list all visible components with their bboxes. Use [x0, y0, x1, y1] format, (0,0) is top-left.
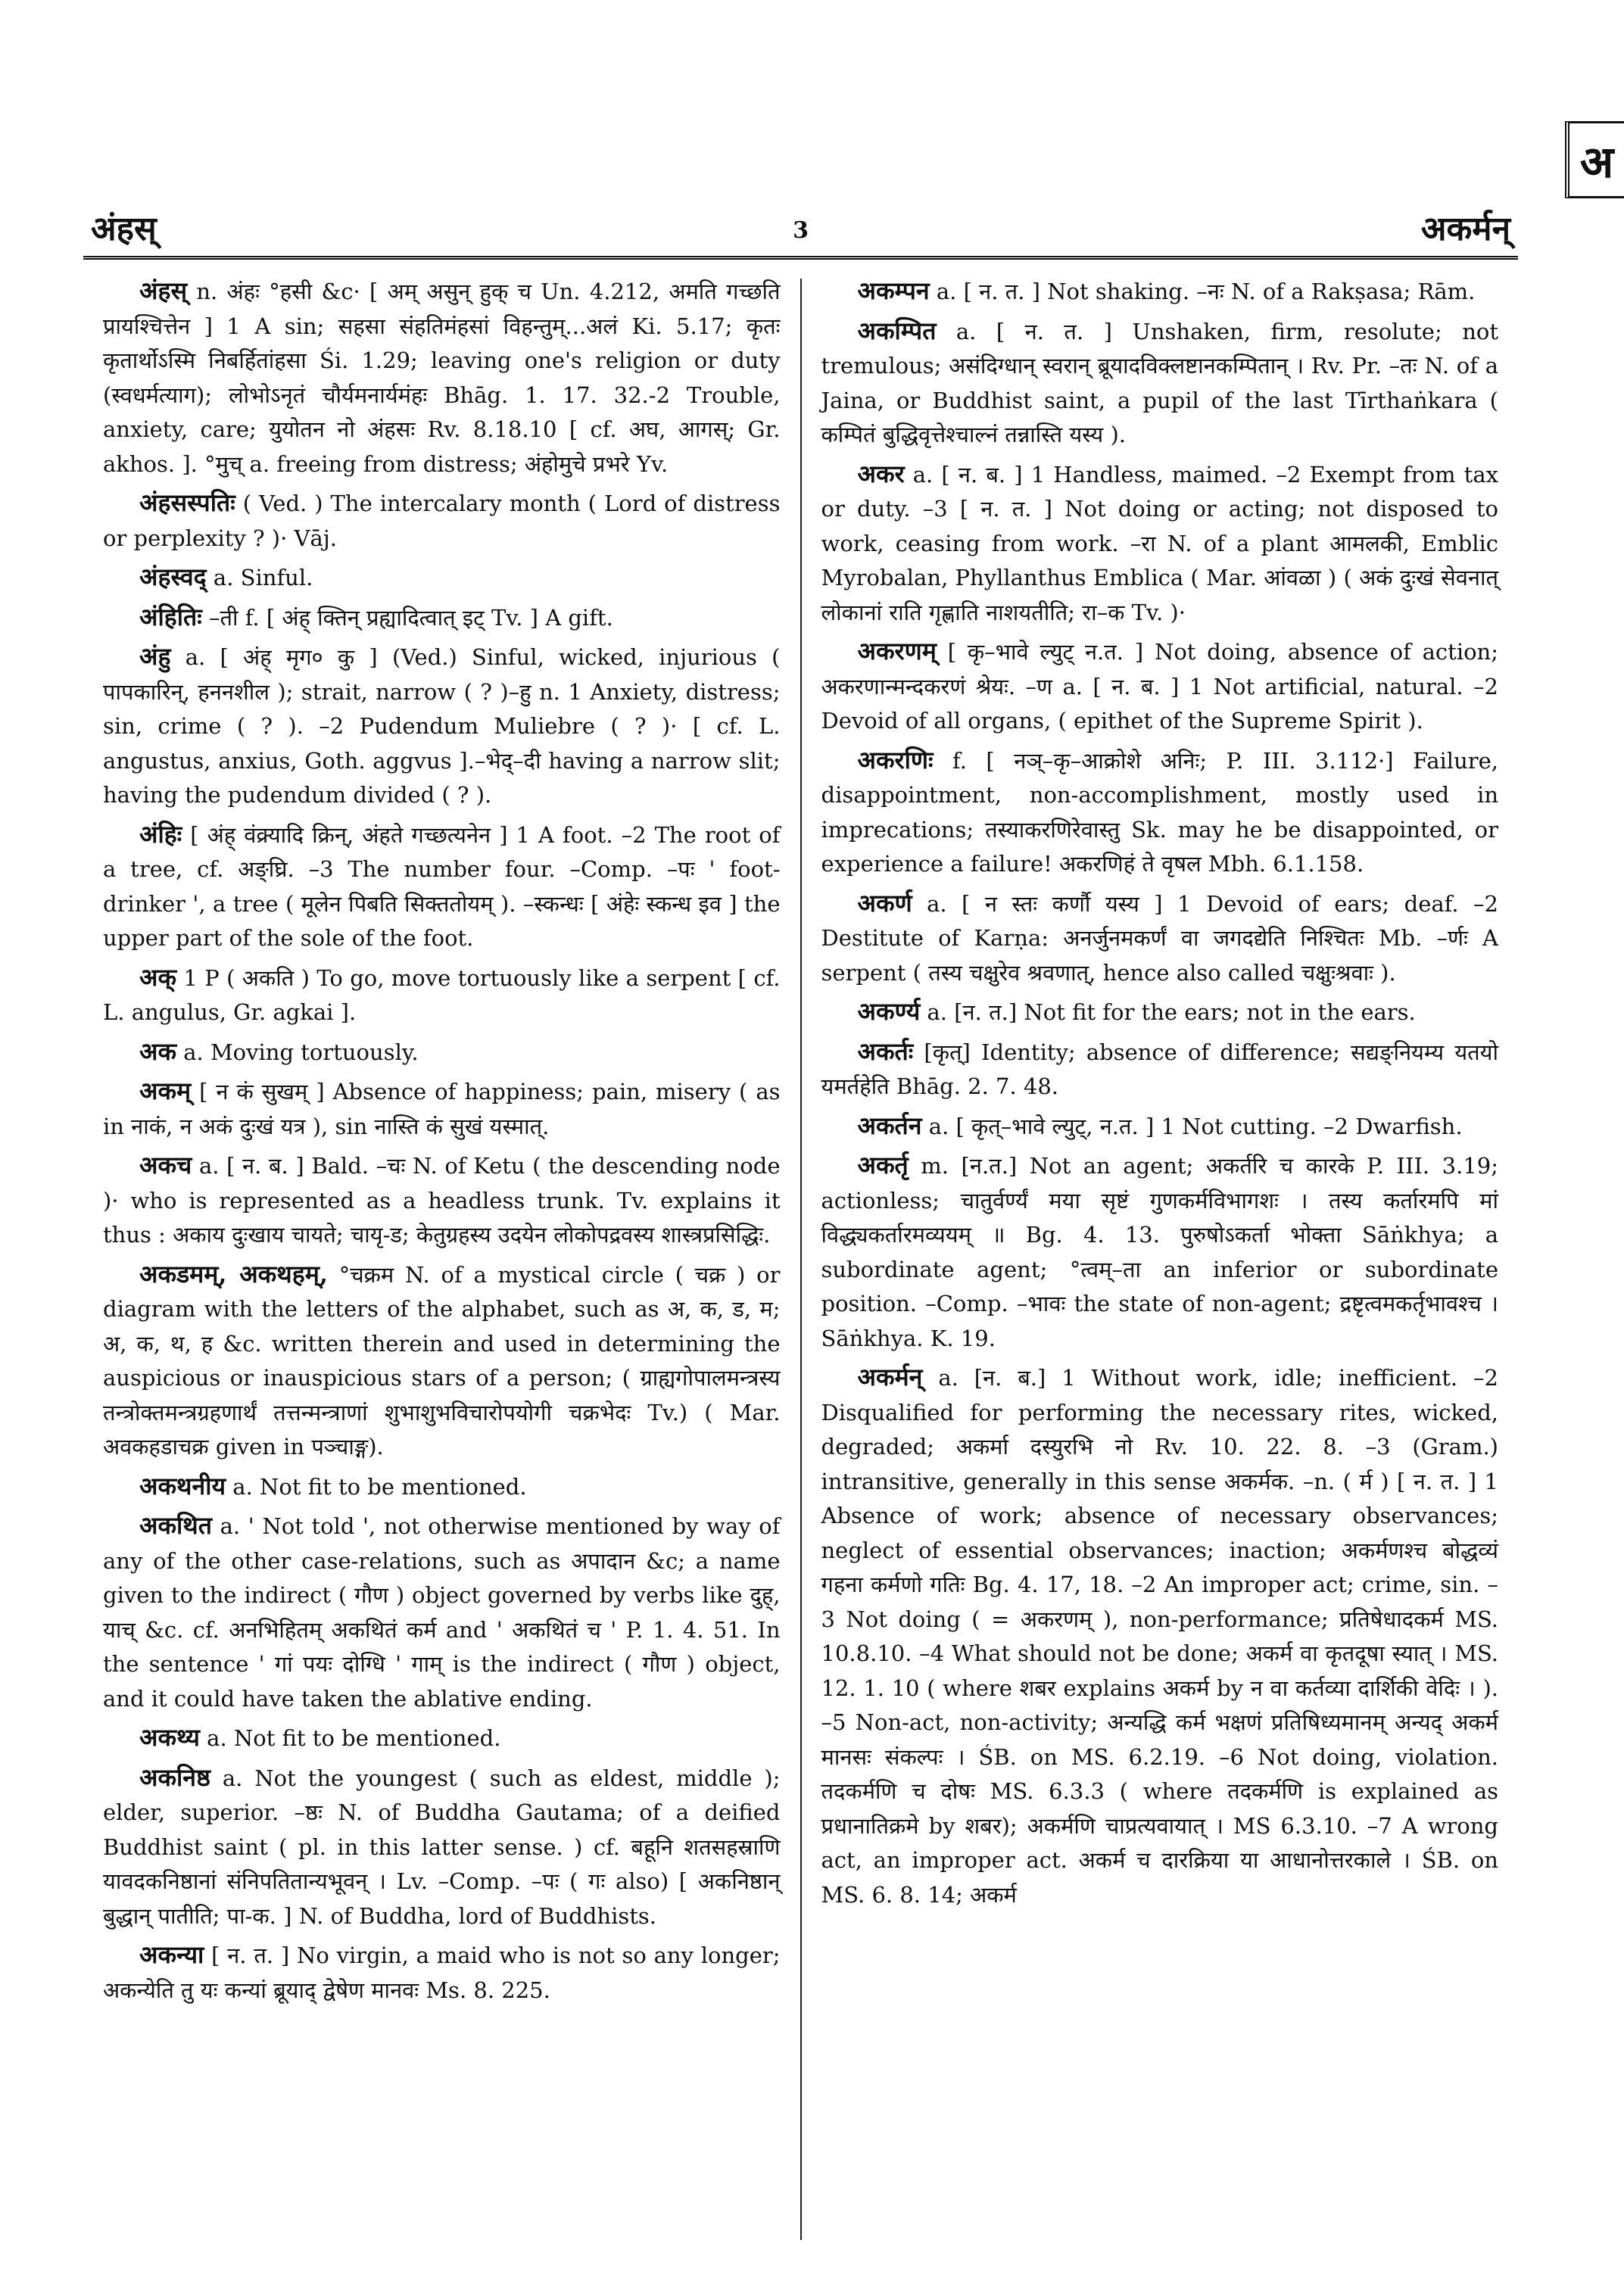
- entry-definition: a. [ अंह् मृग० कु ] (Ved.) Sinful, wicked, injurious ( पापकारिन्, हननशील ); strait, narrow ( ? )–हु n. 1 Anxiety, distress; sin, crime ( ? ). –2 Pudendum Muliebre ( ? )· [ cf. L. angustus, anxius, Goth. aggvus ].–भेद्–दी having a narrow slit; having the pudendum divided ( ? ).: [103, 644, 781, 808]
- entry-definition: n. अंहः °हसी &c· [ अम् असुन् हुक् च Un. 4.212, अमति गच्छति प्रायश्चित्तेन ] 1 A sin; सहसा संहतिमंहसां विहन्तुम्...अलं Ki. 5.17; कृतः कृतार्थोऽस्मि निबर्हितांहसा Śi. 1.29; leaving one's religion or duty (स्वधर्मत्याग); लोभोऽनृतं चौर्यमनार्यमंहः Bhāg. 1. 17. 32.-2 Trouble, anxiety, care; युयोतन नो अंहसः Rv. 8.18.10 [ cf. अघ, आगस्; Gr. akhos. ]. °मुच् a. freeing from distress; अंहोमुचे प्रभरे Yv.: [103, 279, 781, 477]
- entry-headword: अक: [139, 1036, 177, 1066]
- entry-headword: अकथनीय: [139, 1471, 226, 1500]
- dictionary-entry: [103, 1721, 781, 1756]
- entry-headword: अकर्तृ: [857, 1151, 909, 1179]
- entry-definition: a. Sinful.: [206, 565, 313, 590]
- entry-headword: अकम्: [139, 1076, 192, 1105]
- entry-headword: अकम्पन: [857, 276, 930, 305]
- dictionary-entry: [103, 1035, 781, 1070]
- dictionary-entry: [103, 1509, 781, 1716]
- entry-definition: [कृत्] Identity; absence of difference; सद्यङ्नियम्य यतयो यमर्तहेति Bhāg. 2. 7. 48.: [821, 1039, 1498, 1099]
- dictionary-entry: [103, 600, 781, 636]
- header-rule: [83, 256, 1518, 260]
- dictionary-entry: [103, 1938, 781, 2008]
- guide-word-right: अकर्मन्: [1420, 210, 1510, 248]
- entry-headword: अकरणिः: [857, 745, 934, 774]
- entry-headword: अकर्मन्: [857, 1363, 923, 1391]
- entry-definition: a. Not fit to be mentioned.: [199, 1725, 501, 1751]
- page-number: 3: [793, 217, 809, 244]
- entry-definition: –ती f. [ अंह् क्तिन् प्रह्यादित्वात् इट् Tv. ] A gift.: [201, 604, 613, 631]
- left-column: [83, 274, 800, 2240]
- dictionary-entry: [103, 640, 781, 813]
- entry-definition: a. Not the youngest ( such as eldest, middle ); elder, superior. –ष्ठः N. of Buddha Gautama; of a deified Buddhist saint ( pl. in this latter sense. ) cf. बहूनि शतसहस्राणि यावदकनिष्ठानां संनिपतितान्यभूवन् । Lv. –Comp. –पः ( गः also) [ अकनिष्ठान् बुद्धान् पातीति; पा-क. ] N. of Buddha, lord of Buddhists.: [103, 1765, 781, 1929]
- entry-headword: अकनिष्ठ: [139, 1762, 210, 1792]
- entry-headword: अकथ्य: [139, 1723, 200, 1752]
- entry-definition: a. [न. ब.] 1 Without work, idle; inefficient. –2 Disqualified for performing the necessary rites, wicked, degraded; अकर्मा दस्युरभि नो Rv. 10. 22. 8. –3 (Gram.) intransitive, generally in this sense अकर्मक. –n. ( र्म ) [ न. त. ] 1 Absence of work; absence of necessary observances; neglect of essential observances; inaction; अकर्मणश्च बोद्धव्यं गहना कर्मणो गतिः Bg. 4. 17, 18. –2 An improper act; crime, sin. –3 Not doing ( = अकरणम् ), non-performance; प्रतिषेधादकर्म MS. 10.8.10. –4 What should not be done; अकर्म वा कृतदूषा स्यात् । MS. 12. 1. 10 ( where शबर explains अकर्म by न वा कर्तव्या दार्शिकी वेदिः । ). –5 Non-act, non-activity; अन्यद्धि कर्म भक्षणं प्रतिषिध्यमानम् अन्यद् अकर्म मानसः संकल्पः । ŚB. on MS. 6.2.19. –6 Not doing, violation. तदकर्मणि च दोषः MS. 6.3.3 ( where तदकर्मणि is explained as प्रधानातिक्रमे by शबर); अकर्मणि चाप्रत्यवायात् । MS 6.3.10. –7 A wrong act, an improper act. अकर्म च दारक्रिया या आधानोत्तरकाले । ŚB. on MS. 6. 8. 14; अकर्म: [821, 1365, 1498, 1908]
- entry-definition: ( Ved. ) The intercalary month ( Lord of distress or perplexity ? )· Vāj.: [103, 491, 781, 551]
- entry-definition: [ अंह् वंक्र्यादि क्रिन्, अंहते गच्छत्यनेन ] 1 A foot. –2 The root of a tree, cf. अङ्घ्रि. –3 The number four. –Comp. –पः ' foot-drinker ', a tree ( मूलेन पिबति सिक्ततोयम् ). –स्कन्धः [ अंहेः स्कन्ध इव ] the upper part of the sole of the foot.: [103, 821, 781, 951]
- dictionary-entry: [821, 314, 1499, 453]
- dictionary-entry: [821, 274, 1499, 310]
- entry-headword: अकर: [857, 459, 905, 488]
- entry-definition: a. [ न स्तः कर्णौ यस्य ] 1 Devoid of ears; deaf. –2 Destitute of Karṇa: अनर्जुनमकर्णं वा जगदद्येति निश्चितः Mb. –र्णः A serpent ( तस्य चक्षुरेव श्रवणात्, hence also called चक्षुःश्रवाः ).: [821, 890, 1498, 986]
- entry-headword: अकम्पित: [857, 316, 937, 345]
- entry-headword: अंहु: [139, 642, 171, 671]
- entry-definition: [ न कं सुखम् ] Absence of happiness; pain, misery ( as in नाकं, न अकं दुःखं यत्र ), sin नास्ति कं सुखं यस्मात्.: [103, 1079, 781, 1139]
- entry-definition: °चक्रम N. of a mystical circle ( चक्र ) or diagram with the letters of the alphabet, such as अ, क, ड, म; अ, क, थ, ह &c. written therein and used in determining the auspicious or inauspicious stars of a person; ( ग्राह्यगोपालमन्त्रस्य तन्त्रोक्तमन्त्रग्रहणार्थं तत्तन्मन्त्राणां शुभाशुभविचारोपयोगी चक्रभेदः Tv.) ( Mar. अवकहडाचक्र given in पञ्चाङ्ग).: [103, 1261, 781, 1460]
- entry-definition: a. [ न. ब. ] Bald. –चः N. of Ketu ( the descending node )· who is represented as a headless trunk. Tv. explains it thus : अकाय दुःखाय चायते; चायृ-ड; केतुग्रहस्य उदयेन लोकोपद्रवस्य शास्त्रप्रसिद्धिः.: [103, 1153, 781, 1248]
- dictionary-entry: [103, 1074, 781, 1144]
- entry-definition: a. [ न. त. ] Not shaking. –नः N. of a Rakṣasa; Rām.: [929, 279, 1476, 304]
- entry-definition: a. ' Not told ', not otherwise mentioned by way of any of the other case-relations, such as अपादान &c; a name given to the indirect ( गौण ) object governed by verbs like दुह्, याच् &c. cf. अनभिहितम् अकथितं कर्म and ' अकथितं च ' P. 1. 4. 51. In the sentence ' गां पयः दोग्धि ' गाम् is the indirect ( गौण ) object, and it could have taken the ablative ending.: [103, 1513, 781, 1712]
- dictionary-entry: [821, 634, 1499, 739]
- running-head: [83, 189, 1518, 250]
- entry-definition: a. Moving tortuously.: [176, 1039, 419, 1065]
- entry-definition: a. [ कृत्–भावे ल्युट्, न.त. ] 1 Not cutting. –2 Dwarfish.: [921, 1113, 1463, 1139]
- dictionary-entry: [821, 457, 1499, 631]
- entry-headword: अंहितिः: [139, 602, 202, 631]
- section-thumb-tab: अ: [1565, 121, 1624, 198]
- dictionary-entry: [821, 1035, 1499, 1104]
- dictionary-body: [83, 274, 1518, 2240]
- entry-definition: a. [न. त.] Not fit for the ears; not in the ears.: [920, 999, 1416, 1025]
- entry-definition: [ कृ–भावे ल्युट् न.त. ] Not doing, absence of action; अकरणान्मन्दकरणं श्रेयः. –ण a. [ न. ब. ] 1 Not artificial, natural. –2 Devoid of all organs, ( epithet of the Supreme Spirit ).: [821, 639, 1498, 734]
- entry-definition: a. [ न. ब. ] 1 Handless, maimed. –2 Exempt from tax or duty. –3 [ न. त. ] Not doing or acting; not disposed to work, ceasing from work. –रा N. of a plant आमलकी, Emblic Myrobalan, Phyllanthus Emblica ( Mar. आंवळा ) ( अकं दुःखं सेवनात् लोकानां राति गृह्णाति नाशयतीति; रा–क Tv. )·: [821, 461, 1498, 625]
- entry-headword: अकर्तन: [857, 1111, 922, 1140]
- dictionary-entry: [103, 486, 781, 556]
- dictionary-entry: [821, 886, 1499, 991]
- dictionary-entry: [103, 1761, 781, 1934]
- entry-headword: अकच: [139, 1151, 192, 1179]
- dictionary-entry: [821, 995, 1499, 1030]
- dictionary-entry: [103, 274, 781, 481]
- dictionary-entry: [821, 743, 1499, 882]
- entry-headword: अंहिः: [139, 819, 182, 849]
- dictionary-entry: [103, 1257, 781, 1465]
- entry-headword: अकडमम्, अकथहम्,: [139, 1259, 328, 1288]
- entry-definition: [ न. त. ] No virgin, a maid who is not so any longer; अकन्येति तु यः कन्यां ब्रूयाद् द्वेषेण मानवः Ms. 8. 225.: [103, 1943, 781, 2003]
- entry-headword: अक्: [139, 962, 177, 992]
- entry-headword: अकथित: [139, 1511, 213, 1540]
- dictionary-entry: [103, 1469, 781, 1505]
- dictionary-entry: [821, 1109, 1499, 1145]
- entry-headword: अकर्तः: [857, 1036, 914, 1066]
- entry-headword: अंहसस्पतिः: [139, 488, 235, 517]
- entry-headword: अकरणम्: [857, 637, 937, 665]
- entry-definition: 1 P ( अकति ) To go, move tortuously like a serpent [ cf. L. angulus, Gr. agkai ].: [103, 964, 781, 1025]
- entry-headword: अकन्या: [139, 1940, 204, 1969]
- entry-headword: अकर्ण: [857, 888, 912, 918]
- entry-headword: अकर्ण्य: [857, 997, 921, 1026]
- dictionary-entry: [821, 1148, 1499, 1356]
- right-column: [802, 274, 1519, 2240]
- entry-definition: f. [ नञ्–कृ–आक्रोशे अनिः; P. III. 3.112·] Failure, disappointment, non-accomplishment, mostly used in imprecations; तस्याकरणिरेवास्तु Sk. may he be disappointed, or experience a failure! अकरणिहं ते वृषल Mbh. 6.1.158.: [821, 747, 1498, 877]
- entry-definition: a. [ न. त. ] Unshaken, firm, resolute; not tremulous; असंदिग्धान् स्वरान् ब्रूयादविक्लष्टानकम्पितान् । Rv. Pr. –तः N. of a Jaina, or Buddhist saint, a pupil of the last Tīrthaṅkara ( कम्पितं बुद्धिवृत्तेश्चाल्नं तन्नास्ति यस्य ).: [821, 318, 1498, 447]
- dictionary-entry: [103, 1148, 781, 1253]
- dictionary-entry: [103, 818, 781, 956]
- dictionary-entry: [103, 560, 781, 596]
- entry-headword: अंहस्वद्: [139, 562, 207, 591]
- dictionary-entry: [103, 961, 781, 1030]
- guide-word-left: अंहस्: [91, 210, 157, 248]
- entry-definition: a. Not fit to be mentioned.: [226, 1473, 527, 1500]
- entry-headword: अंहस्: [139, 276, 188, 305]
- dictionary-entry: [821, 1360, 1499, 1912]
- entry-definition: m. [न.त.] Not an agent; अकर्तरि च कारके P. III. 3.19; actionless; चातुर्वर्ण्यं मया सृष्टं गुणकर्मविभागशः । तस्य कर्तारमपि मां विद्ध्यकर्तारमव्ययम् ॥ Bg. 4. 13. पुरुषोऽकर्ता भोक्ता Sāṅkhya; a subordinate agent; °त्वम्–ता an inferior or subordinate position. –Comp. –भावः the state of non-agent; द्रष्टृत्वमकर्तृभावश्च । Sāṅkhya. K. 19.: [821, 1153, 1498, 1351]
